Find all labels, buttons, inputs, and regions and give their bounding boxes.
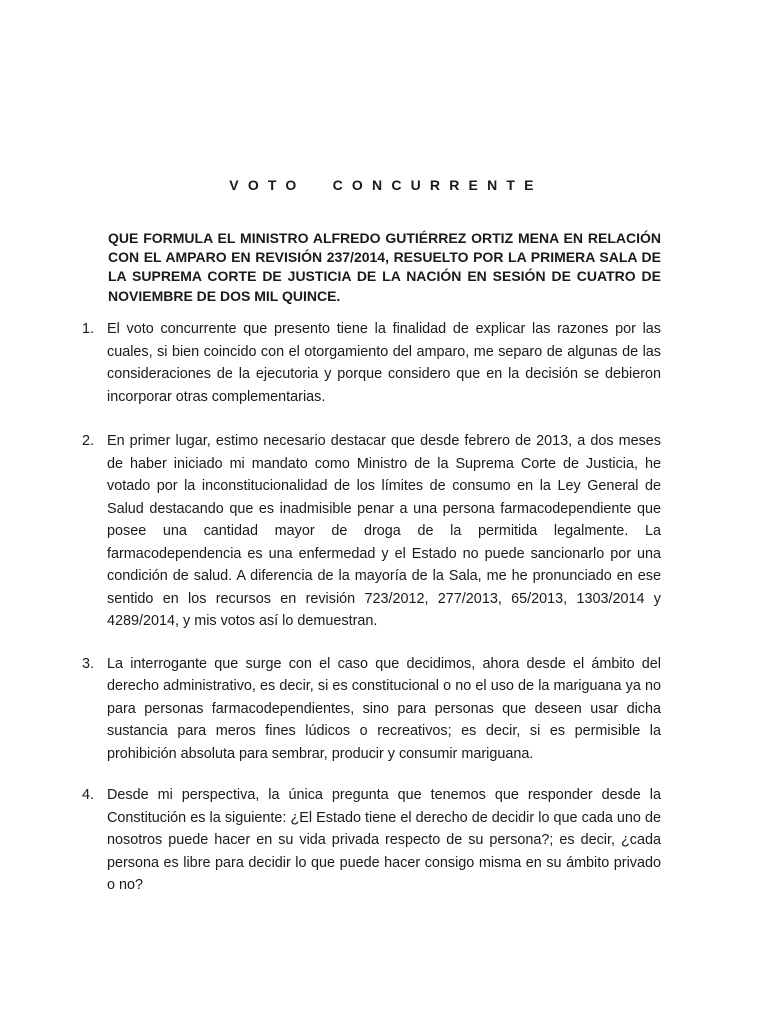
paragraph-number: 4. <box>82 787 95 803</box>
paragraph-list <box>0 318 768 897</box>
document-title: VOTO CONCURRENTE <box>229 177 543 193</box>
paragraph-text: Desde mi perspectiva, la única pregunta que tenemos que responder desde la Constitución es la siguiente: ¿El Estado tiene el derecho de decidir lo que cada uno de nosotros puede hacer en su vida privada respecto de su persona?; es decir, ¿cada persona es libre para decidir lo que puede hacer consigo misma en su ámbito privado o no? <box>107 787 661 893</box>
paragraph-item <box>0 653 768 766</box>
paragraph-item <box>0 784 768 897</box>
paragraph-text: El voto concurrente que presento tiene la finalidad de explicar las razones por las cuales, si bien coincido con el otorgamiento del amparo, me separo de algunas de las consideraciones de la ejecutoria y porque considero que en la decisión se debieron incorporar otras complementarias. <box>107 321 661 405</box>
document-heading: QUE FORMULA EL MINISTRO ALFREDO GUTIÉRREZ ORTIZ MENA EN RELACIÓN CON EL AMPARO EN REVISIÓN 237/2014, RESUELTO POR LA PRIMERA SALA DE LA SUPREMA CORTE DE JUSTICIA DE LA NACIÓN EN SESIÓN DE CUATRO DE NOVIEMBRE DE DOS MIL QUINCE. <box>108 230 661 304</box>
paragraph-number: 2. <box>82 433 95 449</box>
paragraph-text: La interrogante que surge con el caso que decidimos, ahora desde el ámbito del derecho administrativo, es decir, si es constitucional o no el uso de la mariguana ya no para personas farmacodependientes, sino para personas que deseen usar dicha sustancia para meros fines lúdicos o recreativos; es decir, si es permisible la prohibición absoluta para sembrar, producir y consumir mariguana. <box>107 655 661 762</box>
paragraph-text: En primer lugar, estimo necesario destacar que desde febrero de 2013, a dos meses de haber iniciado mi mandato como Ministro de la Suprema Corte de Justicia, he votado por la inconstitucionalidad de los límites de consumo en la Ley General de Salud destacando que es inadmisible penar a una persona farmacodependiente que posee una cantidad mayor de droga de la permitida legalmente. La farmacodependencia es una enfermedad y el Estado no puede sancionarlo por una condición de salud. A diferencia de la mayoría de la Sala, me he pronunciado en ese sentido en los recursos en revisión 723/2012, 277/2013, 65/2013, 1303/2014 y 4289/2014, y mis votos así lo demuestran. <box>107 433 661 629</box>
paragraph-item <box>0 430 768 633</box>
paragraph-number: 3. <box>82 655 95 672</box>
paragraph-item <box>0 318 768 408</box>
paragraph-number: 1. <box>82 321 95 337</box>
